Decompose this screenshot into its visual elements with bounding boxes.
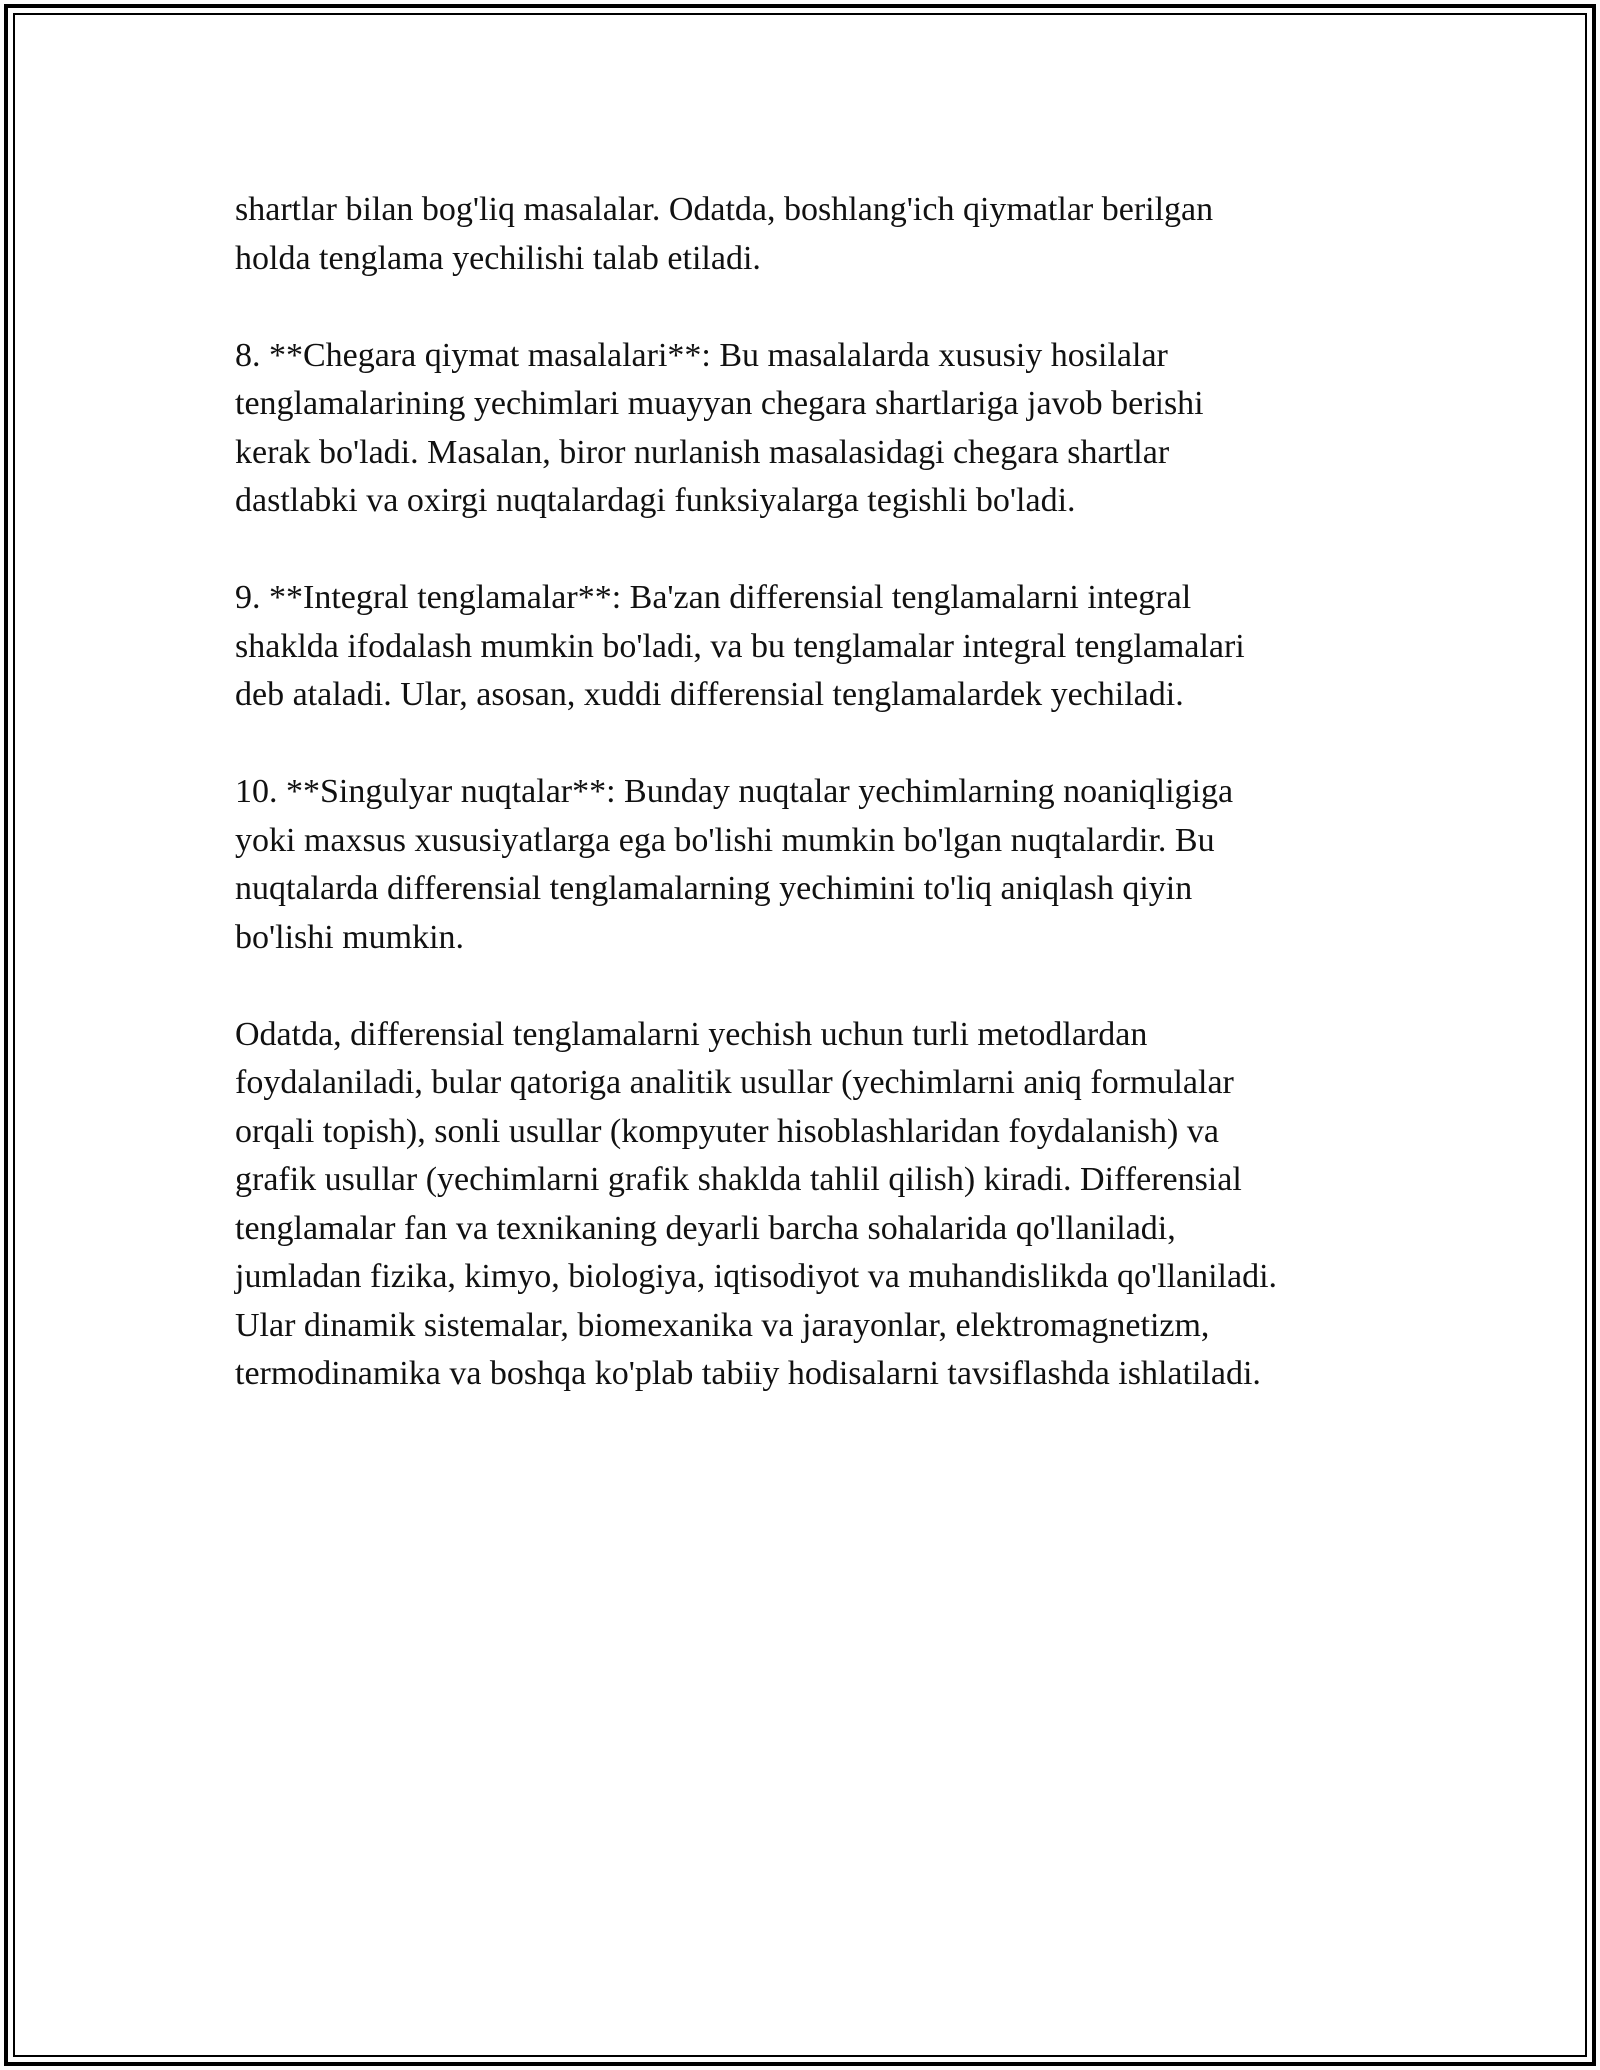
text-line: Odatda, differensial tenglamalarni yechish uchun turli metodlardan <box>235 1015 1148 1053</box>
paragraph-continuation <box>235 186 1395 283</box>
text-line: jumladan fizika, kimyo, biologiya, iqtisodiyot va muhandislikda qo'llaniladi. <box>235 1258 1278 1295</box>
text-line: tenglamalar fan va texnikaning deyarli barcha sohalarida qo'llaniladi, <box>235 1209 1176 1247</box>
text-line: Ular dinamik sistemalar, biomexanika va jarayonlar, elektromagnetizm, <box>235 1306 1210 1344</box>
text-line: foydalaniladi, bular qatoriga analitik usullar (yechimlarni aniq formulalar <box>235 1064 1234 1101</box>
text-line: 10. **Singulyar nuqtalar**: Bunday nuqtalar yechimlarning noaniqligiga <box>235 773 1234 810</box>
page-content <box>235 186 1395 1447</box>
text-line: grafik usullar (yechimlarni grafik shaklda tahlil qilish) kiradi. Differensial <box>235 1161 1242 1198</box>
text-line: 9. **Integral tenglamalar**: Ba'zan differensial tenglamalarni integral <box>235 579 1192 616</box>
paragraph-item-8 <box>235 332 1395 526</box>
paragraph-conclusion <box>235 1011 1395 1399</box>
text-line: shartlar bilan bog'liq masalalar. Odatda, boshlang'ich qiymatlar berilgan <box>235 191 1214 228</box>
text-line: orqali topish), sonli usullar (kompyuter hisoblashlaridan foydalanish) va <box>235 1112 1219 1150</box>
text-line: tenglamalarining yechimlari muayyan chegara shartlariga javob berishi <box>235 385 1204 422</box>
text-line: termodinamika va boshqa ko'plab tabiiy hodisalarni tavsiflashda ishlatiladi. <box>235 1355 1261 1392</box>
text-line: holda tenglama yechilishi talab etiladi. <box>235 239 761 277</box>
text-line: nuqtalarda differensial tenglamalarning yechimini to'liq aniqlash qiyin <box>235 870 1193 907</box>
text-line: dastlabki va oxirgi nuqtalardagi funksiyalarga tegishli bo'ladi. <box>235 482 1076 519</box>
text-line: shaklda ifodalash mumkin bo'ladi, va bu tenglamalar integral tenglamalari <box>235 627 1245 665</box>
paragraph-item-9 <box>235 574 1395 720</box>
text-line: deb ataladi. Ular, asosan, xuddi differensial tenglamalardek yechiladi. <box>235 676 1184 713</box>
paragraph-item-10 <box>235 768 1395 962</box>
text-line: bo'lishi mumkin. <box>235 918 465 956</box>
text-line: kerak bo'ladi. Masalan, biror nurlanish masalasidagi chegara shartlar <box>235 433 1170 471</box>
text-line: yoki maxsus xususiyatlarga ega bo'lishi mumkin bo'lgan nuqtalardir. Bu <box>235 821 1215 859</box>
text-line: 8. **Chegara qiymat masalalari**: Bu masalalarda xususiy hosilalar <box>235 336 1168 374</box>
